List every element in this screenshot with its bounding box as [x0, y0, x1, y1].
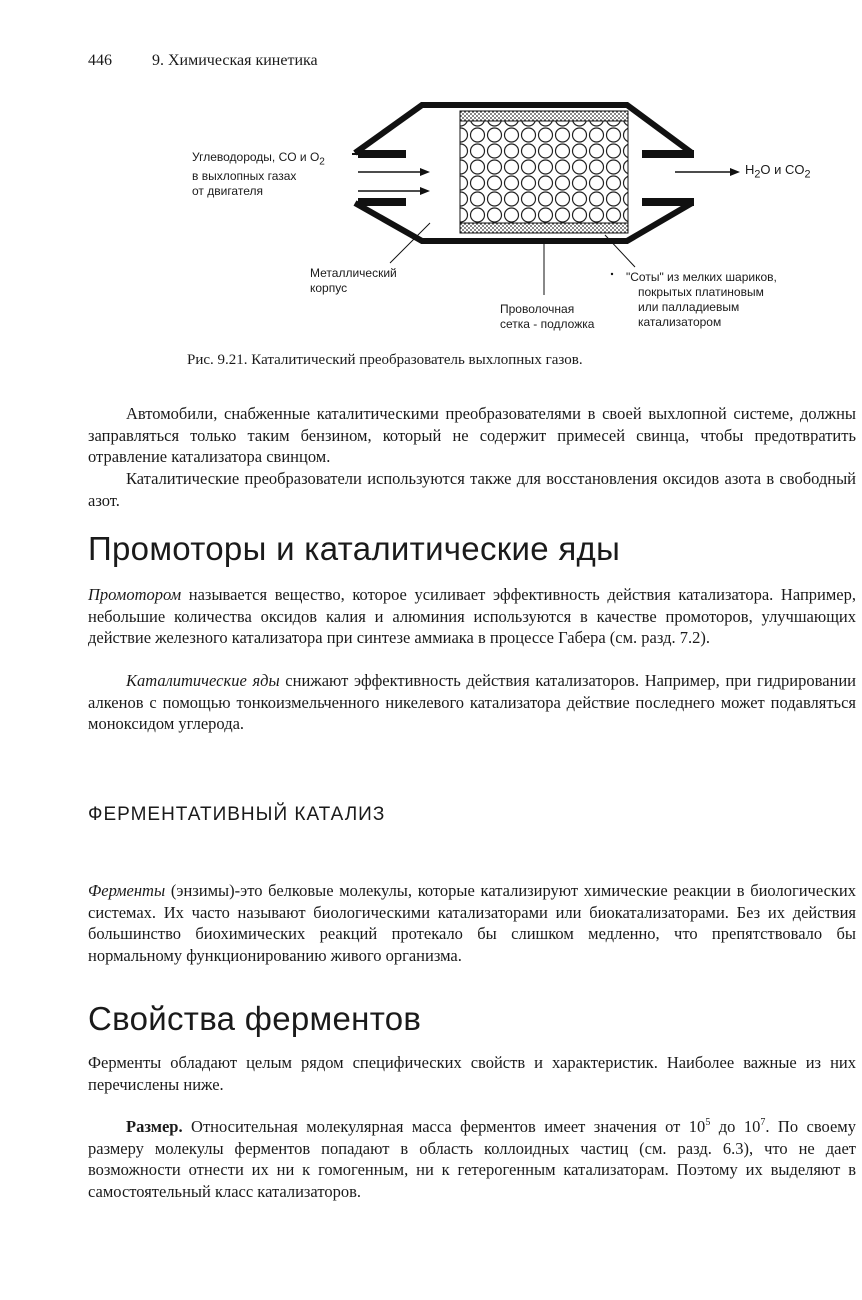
- outlet-label: $H_2O$ и $CO_2$: [745, 162, 811, 181]
- chapter-title: 9. Химическая кинетика: [152, 52, 318, 69]
- heading-enzyme-properties: Свойства ферментов: [88, 1000, 422, 1037]
- housing-label: Металлический корпус: [310, 266, 397, 295]
- wire-mesh-bottom: [460, 223, 628, 233]
- page-number: 446: [88, 52, 112, 69]
- paragraph-2: Каталитические преобразователи используются также для восстановления оксидов азота в свободный азот.: [88, 469, 856, 510]
- paragraph-3: Промотором называется вещество, которое усиливает эффективность действия катализатора. Например, небольшие количества оксидов калия и алюминия используются в качестве промоторов, улучшающих действие железного катализатора при синтезе аммиака в процессе Габера (см. разд. 7.2).: [88, 585, 856, 647]
- mesh-label: Проволочная сетка - подложка: [500, 302, 595, 331]
- paragraph-5: Ферменты (энзимы)-это белковые молекулы, которые катализируют химические реакции в биологических системах. Их часто называют биологическими катализаторами или биокатализаторами. Без их действия большинство биохимических реакций протекало бы слишком медленно, что препятствовало бы нормальному функционированию живого организма.: [88, 881, 856, 965]
- paragraph-7: Размер. Относительная молекулярная масса ферментов имеет значения от $10^5$ до $10^7$. По своему размеру молекулы ферментов попадают в область коллоидных частиц (см. разд. 6.3), что не дает возможности отнести их ни к гомогенным, ни к гетерогенным катализаторам. Поэтому их выделяют в самостоятельный класс катализаторов.: [88, 1117, 856, 1201]
- paragraph-4: Каталитические яды снижают эффективность действия катализаторов. Например, при гидрировании алкенов с помощью тонкоизмельченного никелевого катализатора действие последнего может подавляться моноксидом углерода.: [88, 671, 857, 733]
- paragraph-6: Ферменты обладают целым рядом специфических свойств и характеристик. Наиболее важные из них перечислены ниже.: [88, 1053, 856, 1094]
- wire-mesh-top: [460, 111, 628, 121]
- catalyst-bead-bed: [460, 121, 628, 223]
- beads-label: "Соты" из мелких шариков, покрытых платиновым или палладиевым катализатором: [626, 270, 777, 329]
- heading-promoters: Промоторы и каталитические яды: [88, 530, 621, 567]
- inlet-label: Углеводороды, CO и $O_2$ в выхлопных газах от двигателя: [192, 150, 325, 199]
- figure-caption: Рис. 9.21. Каталитический преобразователь выхлопных газов.: [187, 352, 583, 368]
- heading-enzymatic-catalysis: ФЕРМЕНТАТИВНЫЙ КАТАЛИЗ: [88, 804, 386, 825]
- paragraph-1: Автомобили, снабженные каталитическими преобразователями в своей выхлопной системе, должны заправляться только таким бензином, который не содержит примесей свинца, чтобы предотвратить отравление катализатора свинцом.: [88, 404, 856, 466]
